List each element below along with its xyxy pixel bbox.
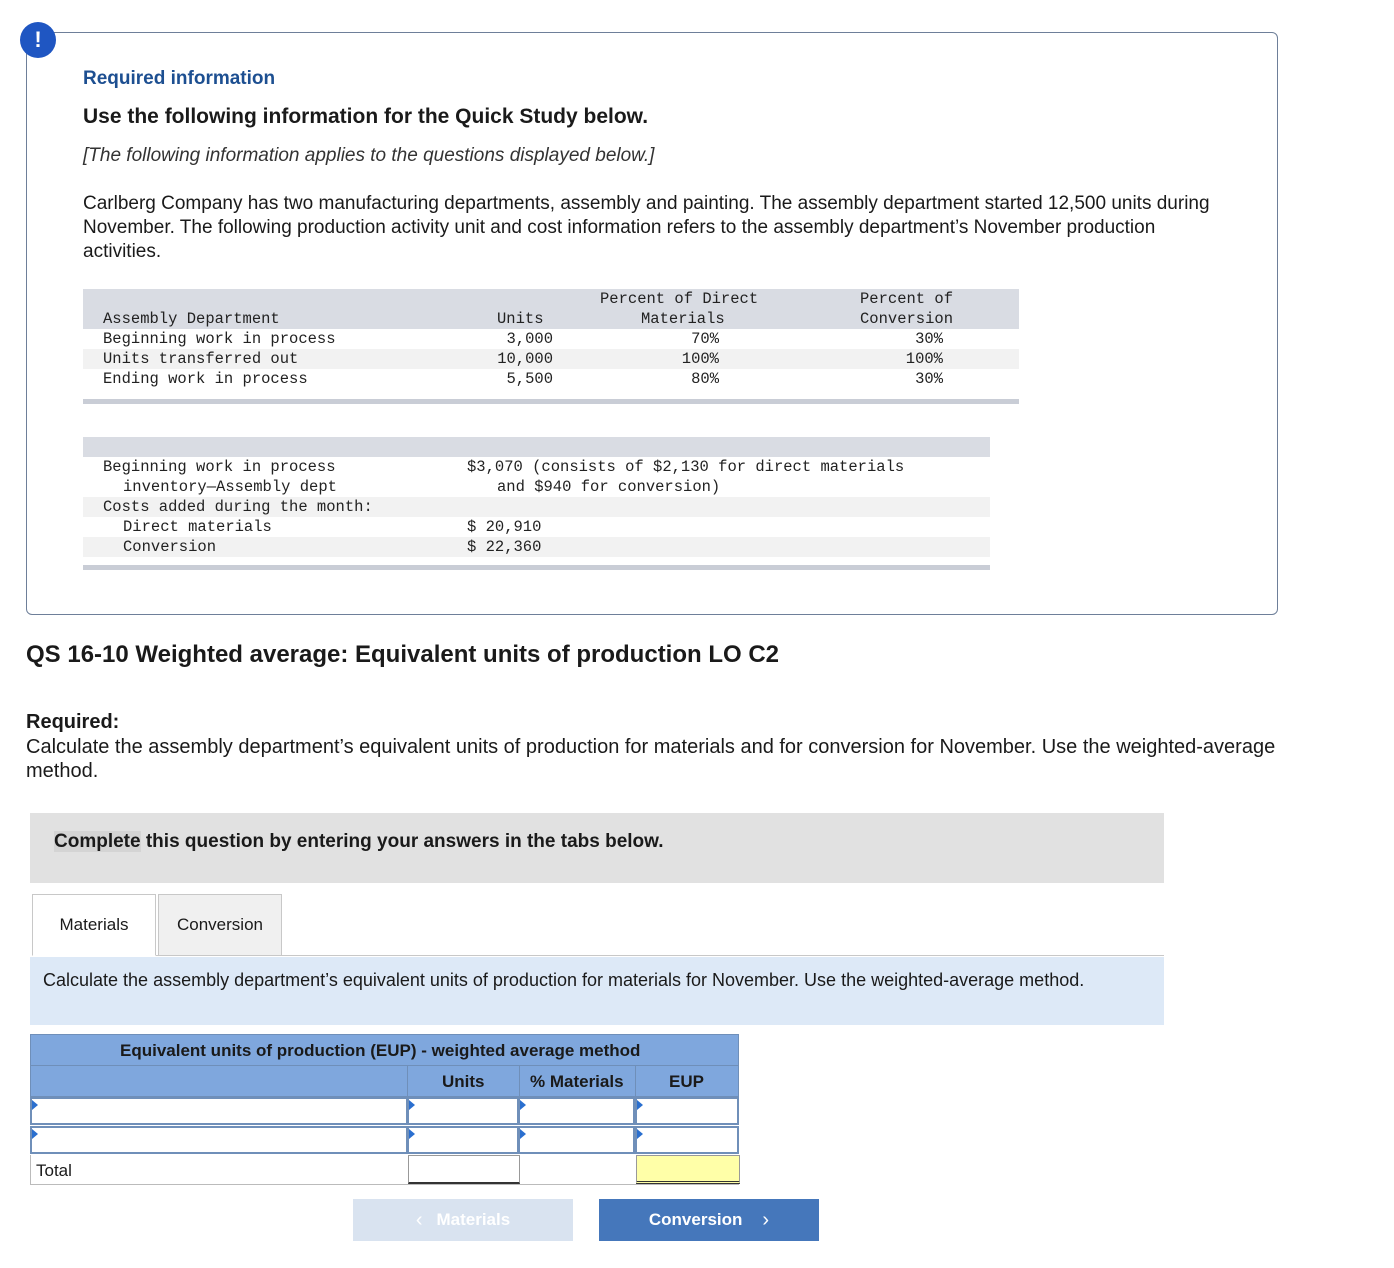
dropdown-marker-icon — [409, 1100, 415, 1110]
bwip-value-1: $3,070 (consists of $2,130 for direct materials — [467, 458, 905, 476]
cost-table — [83, 437, 990, 570]
header-units: Units — [497, 310, 544, 328]
row-units: 5,500 — [506, 370, 553, 388]
prev-button[interactable] — [353, 1199, 573, 1241]
dropdown-marker-icon — [520, 1129, 526, 1139]
bwip-value-2: and $940 for conversion) — [497, 478, 721, 496]
dm-label: Direct materials — [123, 518, 272, 536]
eup-table-title-row — [30, 1034, 739, 1066]
next-button-label: Conversion — [648, 1210, 743, 1229]
table-divider — [83, 399, 1019, 404]
bwip-label-2: inventory—Assembly dept — [123, 478, 337, 496]
tab-instruction: Calculate the assembly department’s equivalent units of production for materials for November. Use the weighted-average method. — [43, 970, 1085, 990]
header-conv-1: Percent of — [860, 290, 954, 308]
row-conv: 30% — [915, 370, 943, 388]
table-row — [83, 329, 1019, 349]
header-conv-2: Conversion — [860, 310, 954, 328]
col-divider — [407, 1066, 408, 1096]
eup-table-header — [30, 1066, 739, 1097]
table-row — [83, 477, 990, 497]
dm-value: $ 20,910 — [467, 518, 542, 536]
table-row — [83, 517, 990, 537]
complete-instructions-bar — [30, 813, 1164, 883]
col-divider — [519, 1066, 520, 1096]
row-dm: 70% — [691, 330, 719, 348]
eup-table — [30, 1034, 739, 1185]
table-row — [83, 497, 990, 517]
tab-materials[interactable]: Materials — [32, 894, 156, 956]
units-input[interactable] — [407, 1126, 519, 1154]
table-row — [83, 457, 990, 477]
col-divider — [635, 1066, 636, 1096]
conv-label: Conversion — [123, 538, 217, 556]
header-dept: Assembly Department — [103, 310, 280, 328]
pct-materials-input[interactable] — [518, 1126, 635, 1154]
table-row — [30, 1097, 739, 1126]
chevron-left-icon: ‹ — [415, 1208, 423, 1231]
next-button[interactable] — [599, 1199, 819, 1241]
eup-input[interactable] — [635, 1097, 739, 1125]
table-header — [83, 437, 990, 457]
dropdown-marker-icon — [32, 1100, 38, 1110]
dropdown-marker-icon — [32, 1129, 38, 1139]
table-header — [83, 289, 1019, 329]
complete-highlight: Complete — [54, 831, 141, 852]
table-row — [83, 537, 990, 557]
required-label: Required: — [26, 711, 120, 733]
tab-divider — [156, 955, 1164, 956]
row-conv: 100% — [905, 350, 943, 368]
header-dm-2: Materials — [641, 310, 725, 328]
alert-icon: ! — [20, 22, 56, 58]
total-label: Total — [36, 1161, 72, 1180]
production-activity-table — [83, 289, 1019, 404]
question-title: QS 16-10 Weighted average: Equivalent units of production LO C2 — [26, 641, 780, 668]
row-conv: 30% — [915, 330, 943, 348]
eup-input[interactable] — [635, 1126, 739, 1154]
required-text: Calculate the assembly department’s equivalent units of production for materials and for conversion for November. Use the weighted-average method. — [26, 736, 1276, 782]
info-subheading: Use the following information for the Quick Study below. — [83, 105, 649, 128]
units-input[interactable] — [407, 1097, 519, 1125]
chevron-right-icon: › — [762, 1208, 770, 1231]
table-row — [83, 349, 1019, 369]
table-row — [83, 369, 1019, 389]
bwip-label-1: Beginning work in process — [103, 458, 336, 476]
row-dm: 100% — [681, 350, 719, 368]
col-units: Units — [442, 1072, 485, 1091]
total-units-cell — [408, 1155, 520, 1184]
dropdown-marker-icon — [637, 1100, 643, 1110]
conv-value: $ 22,360 — [467, 538, 542, 556]
dropdown-marker-icon — [637, 1129, 643, 1139]
required-info-heading: Required information — [83, 68, 276, 89]
prev-button-label: Materials — [436, 1210, 511, 1229]
complete-text — [54, 831, 664, 853]
row-label: Ending work in process — [103, 370, 308, 388]
row-dm: 80% — [691, 370, 719, 388]
dropdown-marker-icon — [520, 1100, 526, 1110]
intro-paragraph: Carlberg Company has two manufacturing departments, assembly and painting. The assembly department started 12,500 units during November. The following production activity unit and cost information refers to the assembly department’s November production activities. — [83, 193, 1210, 262]
table-divider — [83, 565, 990, 570]
total-row — [30, 1155, 739, 1185]
header-dm-1: Percent of Direct — [600, 290, 759, 308]
row-label: Beginning work in process — [103, 330, 336, 348]
costs-added-label: Costs added during the month: — [103, 498, 373, 516]
row-units: 10,000 — [497, 350, 553, 368]
row-units: 3,000 — [506, 330, 553, 348]
dropdown-marker-icon — [409, 1129, 415, 1139]
tab-conversion[interactable]: Conversion — [158, 894, 282, 956]
row-label-input[interactable] — [30, 1126, 408, 1154]
col-eup: EUP — [669, 1072, 704, 1091]
tab-instruction-box — [30, 957, 1164, 1025]
complete-rest: this question by entering your answers in the tabs below. — [140, 831, 664, 852]
applies-note: [The following information applies to the questions displayed below.] — [83, 145, 655, 166]
row-label: Units transferred out — [103, 350, 299, 368]
eup-table-title: Equivalent units of production (EUP) - weighted average method — [120, 1041, 641, 1060]
table-row — [30, 1126, 739, 1155]
pct-materials-input[interactable] — [518, 1097, 635, 1125]
row-label-input[interactable] — [30, 1097, 408, 1125]
col-pct-materials: % Materials — [530, 1072, 624, 1091]
total-eup-cell — [636, 1155, 740, 1184]
